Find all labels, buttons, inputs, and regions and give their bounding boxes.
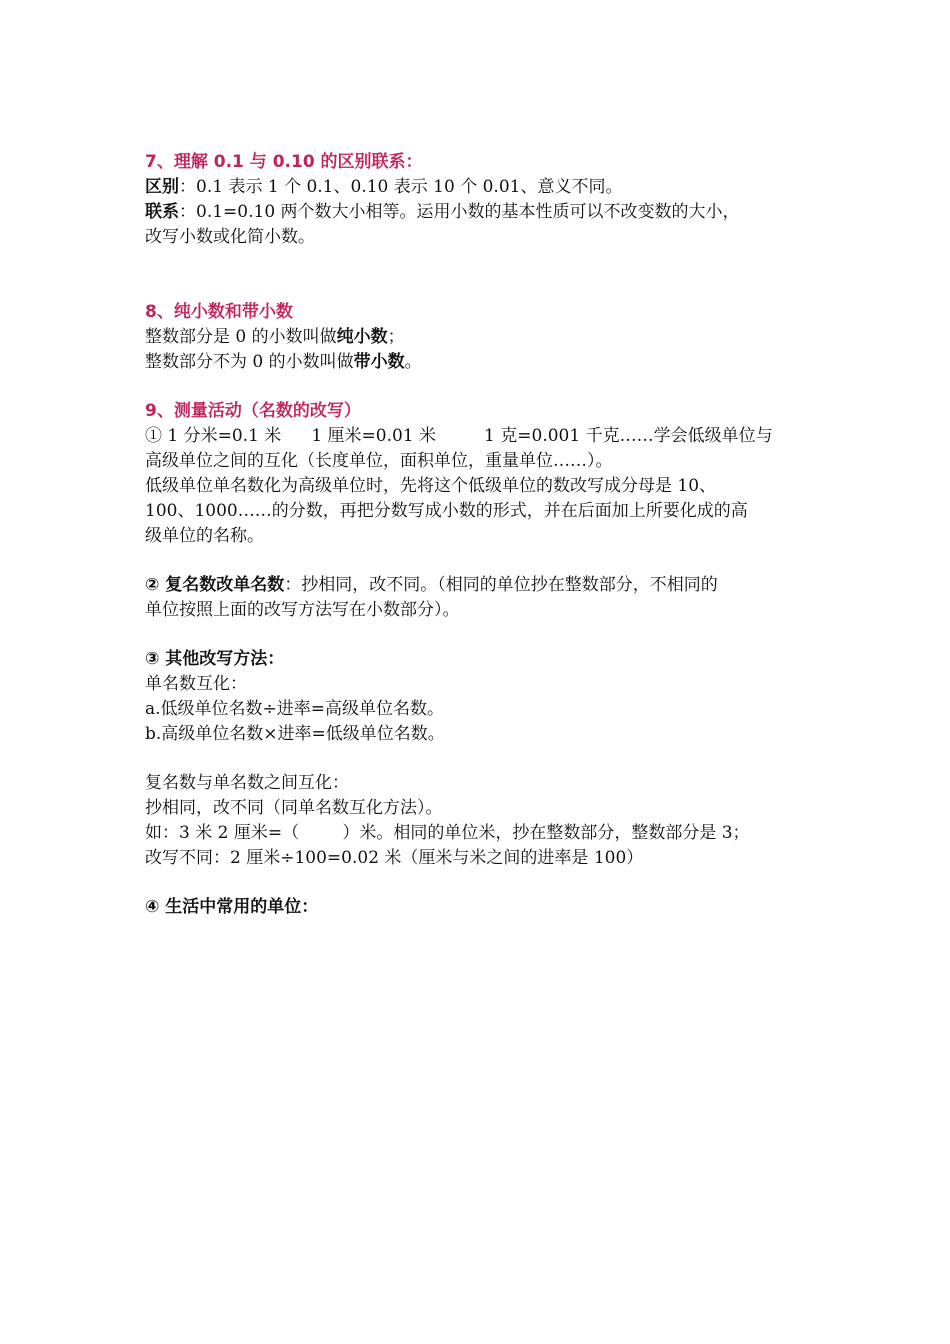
example-line: 如：3 米 2 厘米=（ ）米。相同的单位米，抄在整数部分，整数部分是 3； <box>145 823 750 843</box>
example-decimeter: ① 1 分米=0.1 米 <box>145 426 282 446</box>
connection-text: ：0.1=0.10 两个数大小相等。运用小数的基本性质可以不改变数的大小， <box>179 202 740 222</box>
difference-label: 区别 <box>145 177 179 197</box>
compound-to-simple-text: ：抄相同，改不同。（相同的单位抄在整数部分，不相同的 <box>284 575 718 595</box>
example-line: 改写不同：2 厘米÷100=0.02 米（厘米与米之间的进率是 100） <box>145 848 644 868</box>
other-methods-heading <box>145 647 825 672</box>
paragraph-line: 高级单位之间的互化（长度单位，面积单位，重量单位……）。 <box>145 451 613 471</box>
example-centimeter: 1 厘米=0.01 米 <box>311 426 437 446</box>
pure-decimal-text: 整数部分是 0 的小数叫做 <box>145 327 337 347</box>
compound-to-simple <box>145 573 825 598</box>
mixed-decimal-punct: 。 <box>404 352 422 372</box>
paragraph-line: 复名数与单名数之间互化： <box>145 773 349 793</box>
section-9-title: 9、测量活动（名数的改写） <box>145 401 361 421</box>
paragraph-line: 100、1000……的分数，再把分数写成小数的形式，并在后面加上所要化成的高 <box>145 501 748 521</box>
mixed-decimal-term: 带小数 <box>353 352 405 372</box>
pure-decimal-punct: ； <box>387 327 405 347</box>
pure-decimal-definition <box>145 325 825 350</box>
section-7-connection <box>145 200 825 225</box>
paragraph-line: 级单位的名称。 <box>145 526 264 546</box>
paragraph-line: 抄相同，改不同（同单名数互化方法）。 <box>145 798 443 818</box>
mixed-decimal-text: 整数部分不为 0 的小数叫做 <box>145 352 354 372</box>
document-page <box>145 150 825 920</box>
formula-line: b.高级单位名数×进率=低级单位名数。 <box>145 724 445 744</box>
other-methods-label: ③ 其他改写方法： <box>145 649 285 669</box>
section-8-title: 8、纯小数和带小数 <box>145 302 293 322</box>
common-units-heading <box>145 895 825 920</box>
common-units-label: ④ 生活中常用的单位： <box>145 897 319 917</box>
mixed-decimal-definition <box>145 350 825 375</box>
compound-to-simple-label: ② 复名数改单名数 <box>145 575 285 595</box>
section-7-connection-cont: 改写小数或化简小数。 <box>145 227 315 247</box>
connection-label: 联系 <box>145 202 179 222</box>
formula-line: a.低级单位名数÷进率=高级单位名数。 <box>145 699 445 719</box>
example-gram: 1 克=0.001 千克……学会低级单位与 <box>484 426 773 446</box>
paragraph-line: 低级单位单名数化为高级单位时，先将这个低级单位的数改写成分母是 10、 <box>145 476 717 496</box>
section-7-difference <box>145 175 825 200</box>
unit-conversion-examples <box>145 424 825 449</box>
paragraph-line: 单位按照上面的改写方法写在小数部分）。 <box>145 600 460 620</box>
paragraph-line: 单名数互化： <box>145 674 247 694</box>
difference-text: ：0.1 表示 1 个 0.1、0.10 表示 10 个 0.01、意义不同。 <box>179 177 623 197</box>
pure-decimal-term: 纯小数 <box>336 327 388 347</box>
section-7-title: 7、理解 0.1 与 0.10 的区别联系： <box>145 152 423 172</box>
